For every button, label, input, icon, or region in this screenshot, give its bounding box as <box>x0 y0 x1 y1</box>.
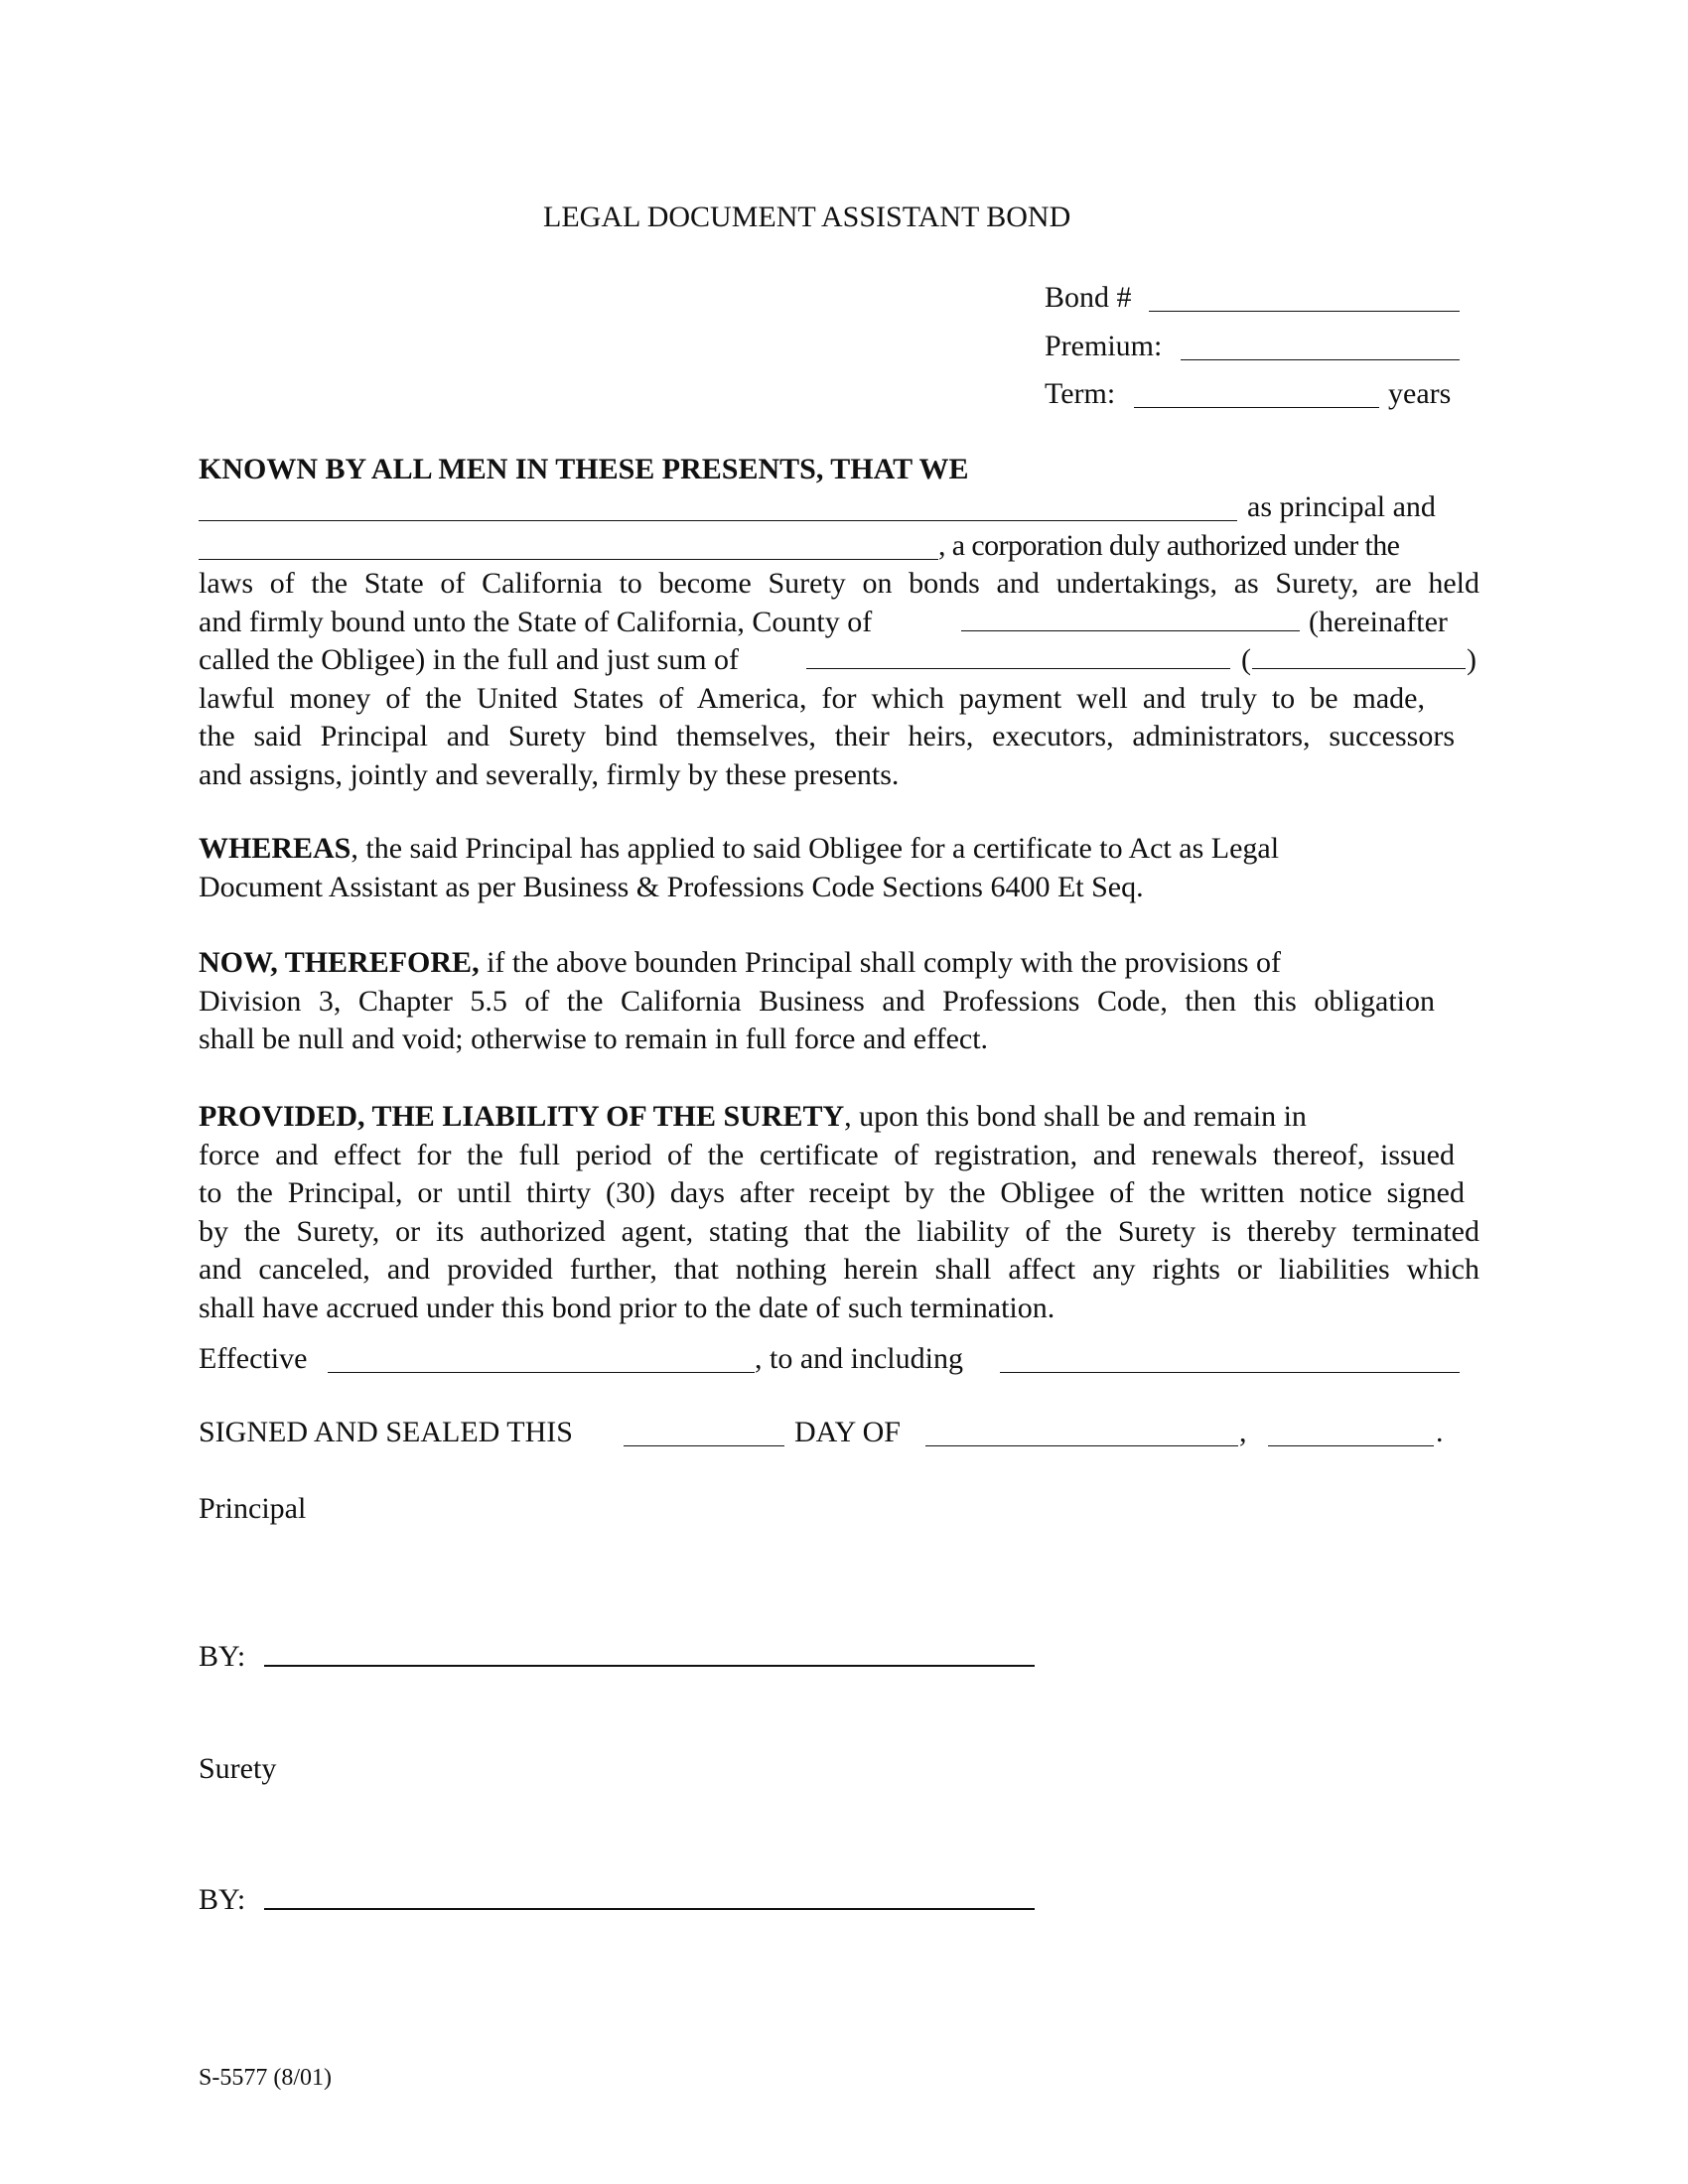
now-therefore-line <box>199 944 1479 983</box>
signed-sealed-label: SIGNED AND SEALED THIS <box>199 1416 573 1448</box>
whereas-line: Document Assistant as per Business & Professions Code Sections 6400 Et Seq. <box>199 870 1144 903</box>
paren-open: ( <box>1241 643 1251 676</box>
provided-line: shall have accrued under this bond prior to the date of such termination. <box>199 1291 1055 1324</box>
now-therefore-text: if the above bounden Principal shall comply with the provisions of <box>479 946 1281 979</box>
whereas-paragraph <box>199 830 1479 906</box>
intro-line: the said Principal and Surety bind themselves, their heirs, executors, administrators, successors <box>199 720 1455 752</box>
premium-field[interactable] <box>1181 333 1460 360</box>
now-therefore-line: shall be null and void; otherwise to remain in full force and effect. <box>199 1023 989 1055</box>
provided-line: force and effect for the full period of the certificate of registration, and renewals thereof, issued <box>199 1138 1455 1171</box>
surety-by-label: BY: <box>199 1883 246 1916</box>
hereinafter-text: (hereinafter <box>1309 605 1448 638</box>
effective-date-field[interactable] <box>328 1345 755 1373</box>
page-title: LEGAL DOCUMENT ASSISTANT BOND <box>543 201 1071 233</box>
provided-text: , upon this bond shall be and remain in <box>844 1100 1307 1133</box>
surety-name-field[interactable] <box>199 532 938 560</box>
surety-signature-line[interactable] <box>264 1908 1035 1910</box>
term-field[interactable] <box>1134 380 1379 408</box>
signed-year-field[interactable] <box>1268 1419 1434 1446</box>
intro-heading: KNOWN BY ALL MEN IN THESE PRESENTS, THAT WE <box>199 453 969 485</box>
whereas-text: , the said Principal has applied to said Obligee for a certificate to Act as Legal <box>351 832 1280 865</box>
sum-text: called the Obligee) in the full and just sum of <box>199 643 740 676</box>
signed-period: . <box>1436 1416 1444 1448</box>
now-therefore-paragraph <box>199 944 1479 1059</box>
form-number: S-5577 (8/01) <box>199 2065 332 2091</box>
term-years-label: years <box>1388 377 1452 410</box>
county-field[interactable] <box>961 604 1300 631</box>
provided-line <box>199 1098 1479 1137</box>
intro-paragraph <box>199 565 1479 794</box>
whereas-line <box>199 830 1479 869</box>
county-text: and firmly bound unto the State of California, County of <box>199 605 873 638</box>
principal-by-label: BY: <box>199 1640 246 1673</box>
end-date-field[interactable] <box>1000 1345 1460 1373</box>
corporation-text: , a corporation duly authorized under the <box>938 529 1400 562</box>
term-label: Term: <box>1045 377 1116 410</box>
principal-signature-line[interactable] <box>264 1665 1035 1667</box>
principal-suffix: as principal and <box>1247 490 1436 523</box>
now-therefore-lead: NOW, THEREFORE, <box>199 946 480 979</box>
intro-line-county <box>199 604 1479 642</box>
intro-line-sum <box>199 641 1479 680</box>
whereas-lead: WHEREAS <box>199 832 352 865</box>
provided-line: to the Principal, or until thirty (30) days after receipt by the Obligee of the written notice signed <box>199 1176 1465 1209</box>
signed-month-field[interactable] <box>925 1419 1238 1446</box>
bond-number-field[interactable] <box>1149 284 1460 312</box>
provided-line: by the Surety, or its authorized agent, stating that the liability of the Surety is thereby terminated <box>199 1214 1479 1248</box>
surety-label: Surety <box>199 1752 277 1785</box>
provided-lead: PROVIDED, THE LIABILITY OF THE SURETY <box>199 1100 845 1133</box>
day-of-label: DAY OF <box>794 1416 901 1448</box>
intro-line: and assigns, jointly and severally, firmly by these presents. <box>199 757 900 791</box>
principal-name-field[interactable] <box>199 493 1237 521</box>
now-therefore-line: Division 3, Chapter 5.5 of the California Business and Professions Code, then this obligation <box>199 984 1435 1018</box>
intro-line: lawful money of the United States of America, for which payment well and truly to be made, <box>199 681 1425 715</box>
premium-label: Premium: <box>1045 330 1163 362</box>
bond-number-label: Bond # <box>1045 281 1132 314</box>
to-including-label: , to and including <box>755 1342 963 1375</box>
sum-amount-field[interactable] <box>1252 641 1466 669</box>
effective-label: Effective <box>199 1342 308 1375</box>
paren-close: ) <box>1467 643 1477 676</box>
provided-line: and canceled, and provided further, that nothing herein shall affect any rights or liabilities which <box>199 1253 1479 1286</box>
provided-paragraph <box>199 1098 1479 1327</box>
sum-words-field[interactable] <box>806 641 1230 669</box>
signed-day-field[interactable] <box>624 1419 784 1446</box>
intro-line: laws of the State of California to become Surety on bonds and undertakings, as Surety, are held <box>199 567 1479 600</box>
principal-label: Principal <box>199 1492 307 1525</box>
signed-comma: , <box>1239 1416 1247 1448</box>
